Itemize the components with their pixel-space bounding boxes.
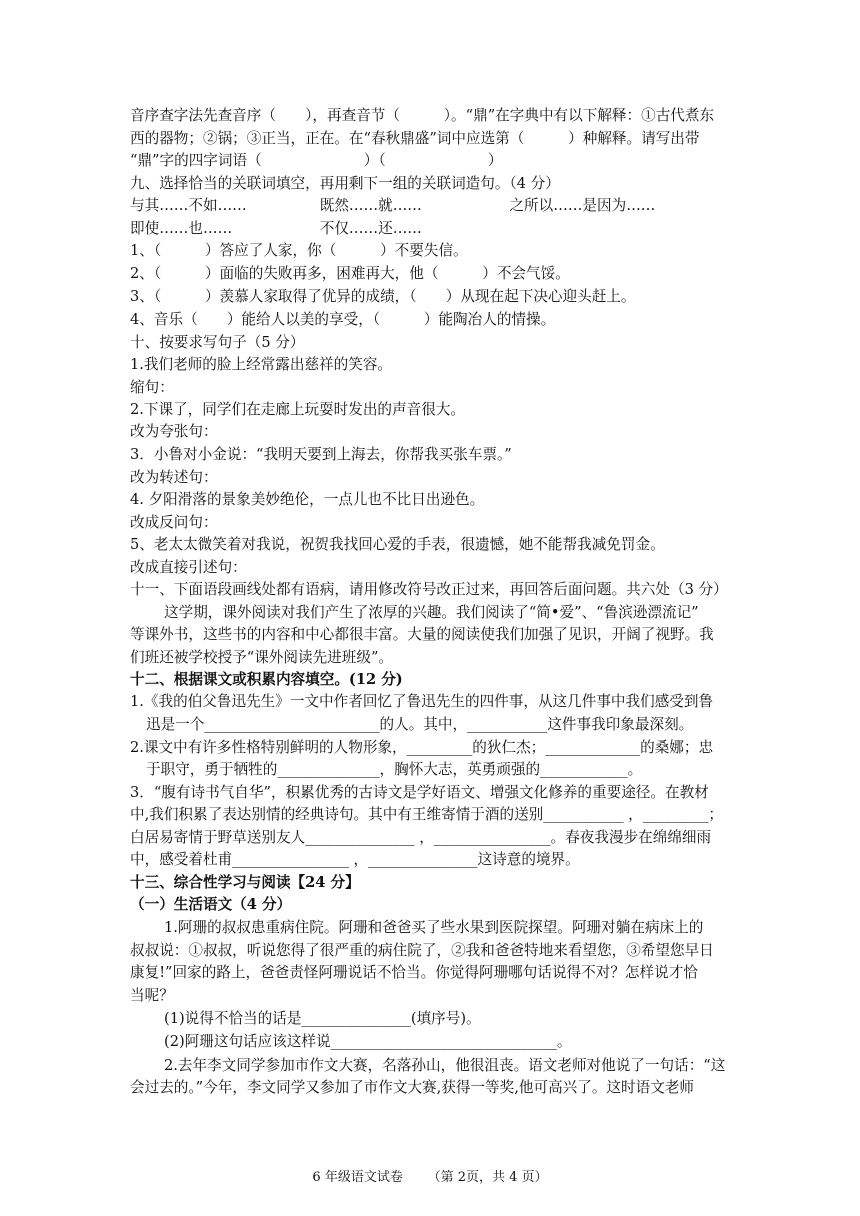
text-line: 3．“腹有诗书气自华”，积累优秀的古诗文是学好语文、增强文化修养的重要途径。在教材 bbox=[130, 784, 709, 801]
section-heading: 十一、下面语段画线处都有语病，请用修改符号改正过来，再回答后面问题。共六处（3 分） bbox=[130, 581, 728, 598]
text-line: 这学期，课外阅读对我们产生了浓厚的兴趣。我们阅读了“简•爱”、“鲁滨逊漂流记” bbox=[164, 604, 699, 621]
text-line: 西的器物；②锅；③正当，正在。在“春秋鼎盛”词中应选第（ ）种解释。请写出带 bbox=[130, 130, 700, 147]
text-line: 会过去的。”今年，李文同学又参加了市作文大赛,获得一等奖,他可高兴了。这时语文老师 bbox=[130, 1079, 695, 1096]
text-line: 5、老太太微笑着对我说，祝贺我找回心爱的手表，很遗憾，她不能帮我减免罚金。 bbox=[130, 536, 665, 553]
text-line: 康复!”回家的路上，爸爸责怪阿珊说话不恰当。你觉得阿珊哪句话说得不对？怎样说才恰 bbox=[130, 964, 698, 981]
text-line: 4、音乐（ ）能给人以美的享受，（ ）能陶冶人的情操。 bbox=[130, 311, 556, 328]
text-line: 音序查字法先查音序（ ），再查音节（ ）。“鼎”在字典中有以下解释：①古代煮东 bbox=[130, 107, 715, 124]
text-line: 当呢？ bbox=[130, 987, 174, 1004]
text-line: 与其……不如…… 既然……就…… 之所以……是因为…… bbox=[130, 197, 656, 214]
text-line: 改成反问句： bbox=[130, 514, 218, 531]
text-line: 1.《我的伯父鲁迅先生》一文中作者回忆了鲁迅先生的四件事，从这几件事中我们感受到鲁 bbox=[130, 693, 714, 710]
text-line: (2)阿珊这句话应该这样说_______________________________。 bbox=[164, 1033, 572, 1050]
section-heading: （一）生活语文（4 分） bbox=[130, 896, 292, 913]
text-line: 改为转述句： bbox=[130, 469, 218, 486]
text-line: 叔叔说：①叔叔，听说您得了很严重的病住院了，②我和爸爸特地来看望您，③希望您早日 bbox=[130, 942, 714, 959]
footer-subject: 6 年级语文试卷 bbox=[312, 1170, 403, 1185]
text-line: 迅是一个________________________的人。其中，___________这件事我印象最深刻。 bbox=[146, 716, 694, 733]
section-heading: 九、选择恰当的关联词填空，再用剩下一组的关联词造句。（4 分） bbox=[130, 175, 560, 192]
text-line: 1.阿珊的叔叔患重病住院。阿珊和爸爸买了些水果到医院探望。阿珊对躺在病床上的 bbox=[164, 919, 704, 936]
text-line: 2、（ ）面临的失败再多，困难再大，他（ ）不会气馁。 bbox=[130, 265, 570, 282]
section-heading: 十、按要求写句子（5 分） bbox=[130, 334, 305, 351]
page-footer bbox=[0, 1166, 860, 1185]
text-line: 3、（ ）羡慕人家取得了优异的成绩，（ ）从现在起下决心迎头赶上。 bbox=[130, 288, 636, 305]
text-line: 缩句： bbox=[130, 379, 174, 396]
text-line: 于职守，勇于牺牲的______________，胸怀大志，英勇顽强的____________。 bbox=[146, 761, 643, 778]
text-line: 白居易寄情于野草送别友人_______________ ，________________。春夜我漫步在绵绵细雨 bbox=[130, 829, 712, 846]
text-line: “鼎”字的四字词语（ ）（ ） bbox=[130, 152, 503, 169]
text-line: 1.我们老师的脸上经常露出慈祥的笑容。 bbox=[130, 356, 393, 373]
text-line: 中,我们积累了表达别情的经典诗句。其中有王维寄情于酒的送别___________ ，_________； bbox=[130, 806, 724, 823]
text-line: 3．小鲁对小金说：“我明天要到上海去，你帮我买张车票。” bbox=[130, 446, 512, 463]
text-line: 2.去年李文同学参加市作文大赛，名落孙山，他很沮丧。语文老师对他说了一句话：“这 bbox=[164, 1057, 726, 1074]
section-heading: 十三、综合性学习与阅读【24 分】 bbox=[130, 874, 360, 891]
footer-page-number: （第 2页，共 4 页） bbox=[427, 1170, 548, 1185]
text-line: 等课外书，这些书的内容和中心都很丰富。大量的阅读使我们加强了见识，开阔了视野。我 bbox=[130, 626, 714, 643]
text-line: 们班还被学校授予“课外阅读先进班级”。 bbox=[130, 649, 394, 666]
text-line: 2.课文中有许多性格特别鲜明的人物形象，_________的狄仁杰；_____________的桑娜；忠 bbox=[130, 739, 714, 756]
text-line: (1)说得不恰当的话是_______________(填序号)。 bbox=[164, 1010, 481, 1027]
text-line: 即使……也…… 不仅……还…… bbox=[130, 220, 422, 237]
text-line: 1、（ ）答应了人家，你（ ）不要失信。 bbox=[130, 242, 468, 259]
section-heading: 十二、根据课文或积累内容填空。(12 分) bbox=[130, 671, 403, 688]
text-line: 4. 夕阳滑落的景象美妙绝伦，一点儿也不比日出逊色。 bbox=[130, 491, 485, 508]
text-line: 改成直接引述句： bbox=[130, 559, 247, 576]
text-line: 中，感受着杜甫________________ ，_______________这诗意的境界。 bbox=[130, 851, 580, 868]
text-line: 改为夸张句： bbox=[130, 423, 218, 440]
text-line: 2.下课了，同学们在走廊上玩耍时发出的声音很大。 bbox=[130, 401, 465, 418]
